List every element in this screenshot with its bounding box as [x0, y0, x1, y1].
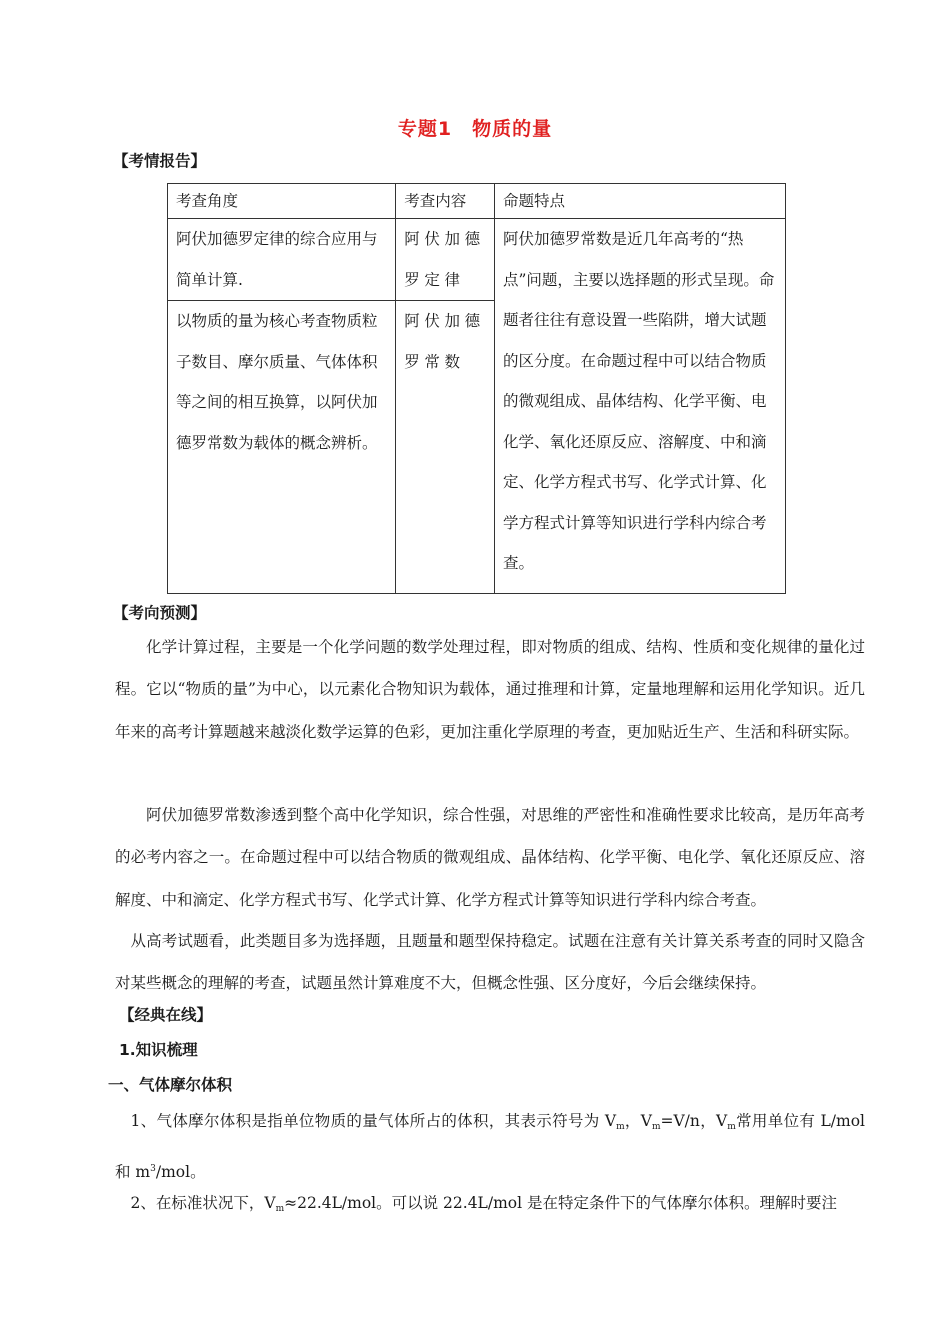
feature-cell: 阿伏加德罗常数是近几年高考的“热点”问题，主要以选择题的形式呈现。命题者往往有意设置一些陷阱，增大试题的区分度。在命题过程中可以结合物质的微观组成、晶体结构、化学平衡、电化学、氧化还原反应、溶解度、中和滴定、化学方程式书写、化学式计算、化学方程式计算等知识进行学科内综合考查。 — [494, 219, 785, 594]
header-angle: 考查角度 — [168, 184, 396, 219]
forecast-paragraph-2: 阿伏加德罗常数渗透到整个高中化学知识，综合性强，对思维的严密性和准确性要求比较高，是历年高考的必考内容之一。在命题过程中可以结合物质的微观组成、晶体结构、化学平衡、电化学、氧化还原反应、溶解度、中和滴定、化学方程式书写、化学式计算、化学方程式计算等知识进行学科内综合考查。 — [115, 806, 865, 909]
row2-angle: 以物质的量为核心考查物质粒子数目、摩尔质量、气体体积等之间的相互换算，以阿伏加德罗常数为载体的概念辨析。 — [168, 301, 396, 594]
row1-angle: 阿伏加德罗定律的综合应用与简单计算. — [168, 219, 396, 301]
header-feature: 命题特点 — [494, 184, 785, 219]
report-table — [167, 183, 786, 594]
knowledge-label: 1.知识梳理 — [119, 1041, 198, 1059]
table-header-row — [168, 184, 786, 219]
row1-content: 阿伏加德罗定律 — [396, 219, 495, 301]
knowledge-item-2: 2、在标准状况下，$V_m\approx 22.4L$/mol。可以说 22.4L/mol 是在特定条件下的气体摩尔体积。理解时要注 — [130, 1194, 837, 1214]
forecast-paragraph-1: 化学计算过程，主要是一个化学问题的数学处理过程，即对物质的组成、结构、性质和变化规律的量化过程。它以“物质的量”为中心，以元素化合物知识为载体，通过推理和计算，定量地理解和运用化学知识。近几年来的高考计算题越来越淡化数学运算的色彩，更加注重化学原理的考查，更加贴近生产、生活和科研实际。 — [115, 638, 865, 741]
table-row — [168, 219, 786, 301]
forecast-label: 【考向预测】 — [113, 604, 207, 622]
page-title: 专题1 物质的量 — [397, 118, 553, 140]
report-label: 【考情报告】 — [113, 152, 207, 170]
header-content: 考查内容 — [396, 184, 495, 219]
classic-label: 【经典在线】 — [119, 1006, 213, 1024]
gas-section-label: 一、气体摩尔体积 — [108, 1076, 233, 1094]
row2-content: 阿伏加德罗常数 — [396, 301, 495, 594]
forecast-paragraph-3: 从高考试题看，此类题目多为选择题，且题量和题型保持稳定。试题在注意有关计算关系考查的同时又隐含对某些概念的理解的考查，试题虽然计算难度不大，但概念性强、区分度好，今后会继续保持。 — [115, 932, 865, 993]
knowledge-item-1: 1、气体摩尔体积是指单位物质的量气体所占的体积，其表示符号为 $V_m$，$V_m=V/n$，$V_m$常用单位有 L/mol 和 $m^3$/mol。 — [115, 1112, 865, 1182]
